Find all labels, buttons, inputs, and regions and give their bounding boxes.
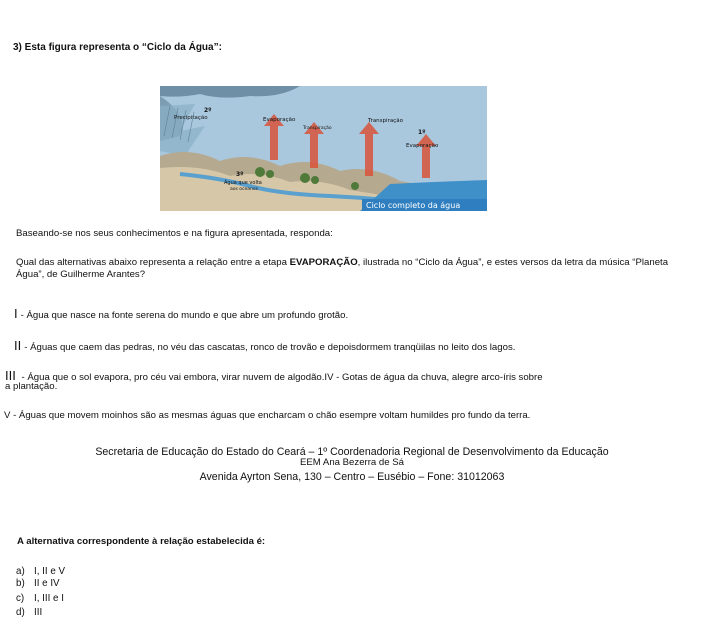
option-d-letter: d) [16, 607, 25, 618]
footer-secretaria: Secretaria de Educação do Estado do Ceará – 1º Coordenadoria Regional de Desenvolvimento da Educação [95, 446, 609, 458]
figure-caption: Ciclo completo da água [366, 201, 461, 210]
option-b[interactable] [16, 578, 60, 589]
option-d[interactable] [16, 607, 42, 618]
verse-5: V - Águas que movem moinhos são as mesmas águas que encharcam o chão esempre voltam humildes pro fundo da terra. [4, 410, 531, 421]
footer-address: Avenida Ayrton Sena, 130 – Centro – Eusébio – Fone: 31012063 [199, 471, 505, 483]
verse-3-text: - Água que o sol evapora, pro céu vai embora, virar nuvem de algodão.IV - Gotas de água da chuva, alegre arco-íris sobre [18, 372, 543, 383]
verse-1-numeral: I [14, 306, 18, 321]
water-cycle-figure [160, 86, 487, 211]
option-c-text: I, III e I [34, 593, 64, 604]
verse-2 [14, 338, 515, 353]
verse-3 [5, 368, 543, 383]
footer-school: EEM Ana Bezerra de Sá [300, 457, 404, 468]
intro-text: Baseando-se nos seus conhecimentos e na figura apresentada, responda: [16, 228, 333, 239]
verse-1-text: - Água que nasce na fonte serena do mundo e que abre um profundo grotão. [20, 310, 349, 321]
label-evaporation-1: Evaporação [263, 117, 296, 123]
option-a-letter: a) [16, 566, 25, 577]
question-title: 3) Esta figura representa o “Ciclo da Água”: [13, 42, 222, 53]
question-text [16, 257, 696, 281]
label-water-return: Água que volta [224, 180, 262, 186]
label-num-2: 2º [204, 107, 212, 114]
option-b-text: II e IV [34, 578, 60, 589]
option-c-letter: c) [16, 593, 25, 604]
option-c[interactable] [16, 593, 64, 604]
label-water-return-2: aos oceanos [230, 187, 258, 192]
label-num-1: 1º [418, 129, 426, 136]
label-num-3: 3º [236, 171, 244, 178]
question-highlight: EVAPORAÇÃO [289, 257, 358, 268]
label-transpiration-2: Transpiração [368, 118, 403, 124]
option-d-text: III [34, 607, 43, 618]
answer-prompt: A alternativa correspondente à relação estabelecida é: [17, 536, 266, 547]
option-b-letter: b) [16, 578, 25, 589]
label-precipitation: Precipitação [174, 115, 208, 121]
option-a-text: I, II e V [34, 566, 66, 577]
verse-2-text: - Águas que caem das pedras, no véu das cascatas, ronco de trovão e depoisdormem tranqüilas no leito dos lagos. [24, 342, 516, 353]
verse-3-continuation: a plantação. [5, 381, 58, 392]
label-transpiration-1: Transpiração [303, 126, 332, 131]
verse-2-numeral: II [14, 338, 22, 353]
label-evaporation-2: Evaporação [406, 143, 439, 149]
verse-3-numeral: III [5, 368, 16, 383]
question-part-2: , ilustrada no “Ciclo da Água”, e estes versos da letra da música “Planeta Água”, de Guilherme Arantes? [16, 257, 669, 280]
verse-1 [14, 306, 348, 321]
question-part-1: Qual das alternativas abaixo representa a relação entre a etapa [16, 257, 290, 268]
option-a[interactable] [16, 566, 65, 577]
